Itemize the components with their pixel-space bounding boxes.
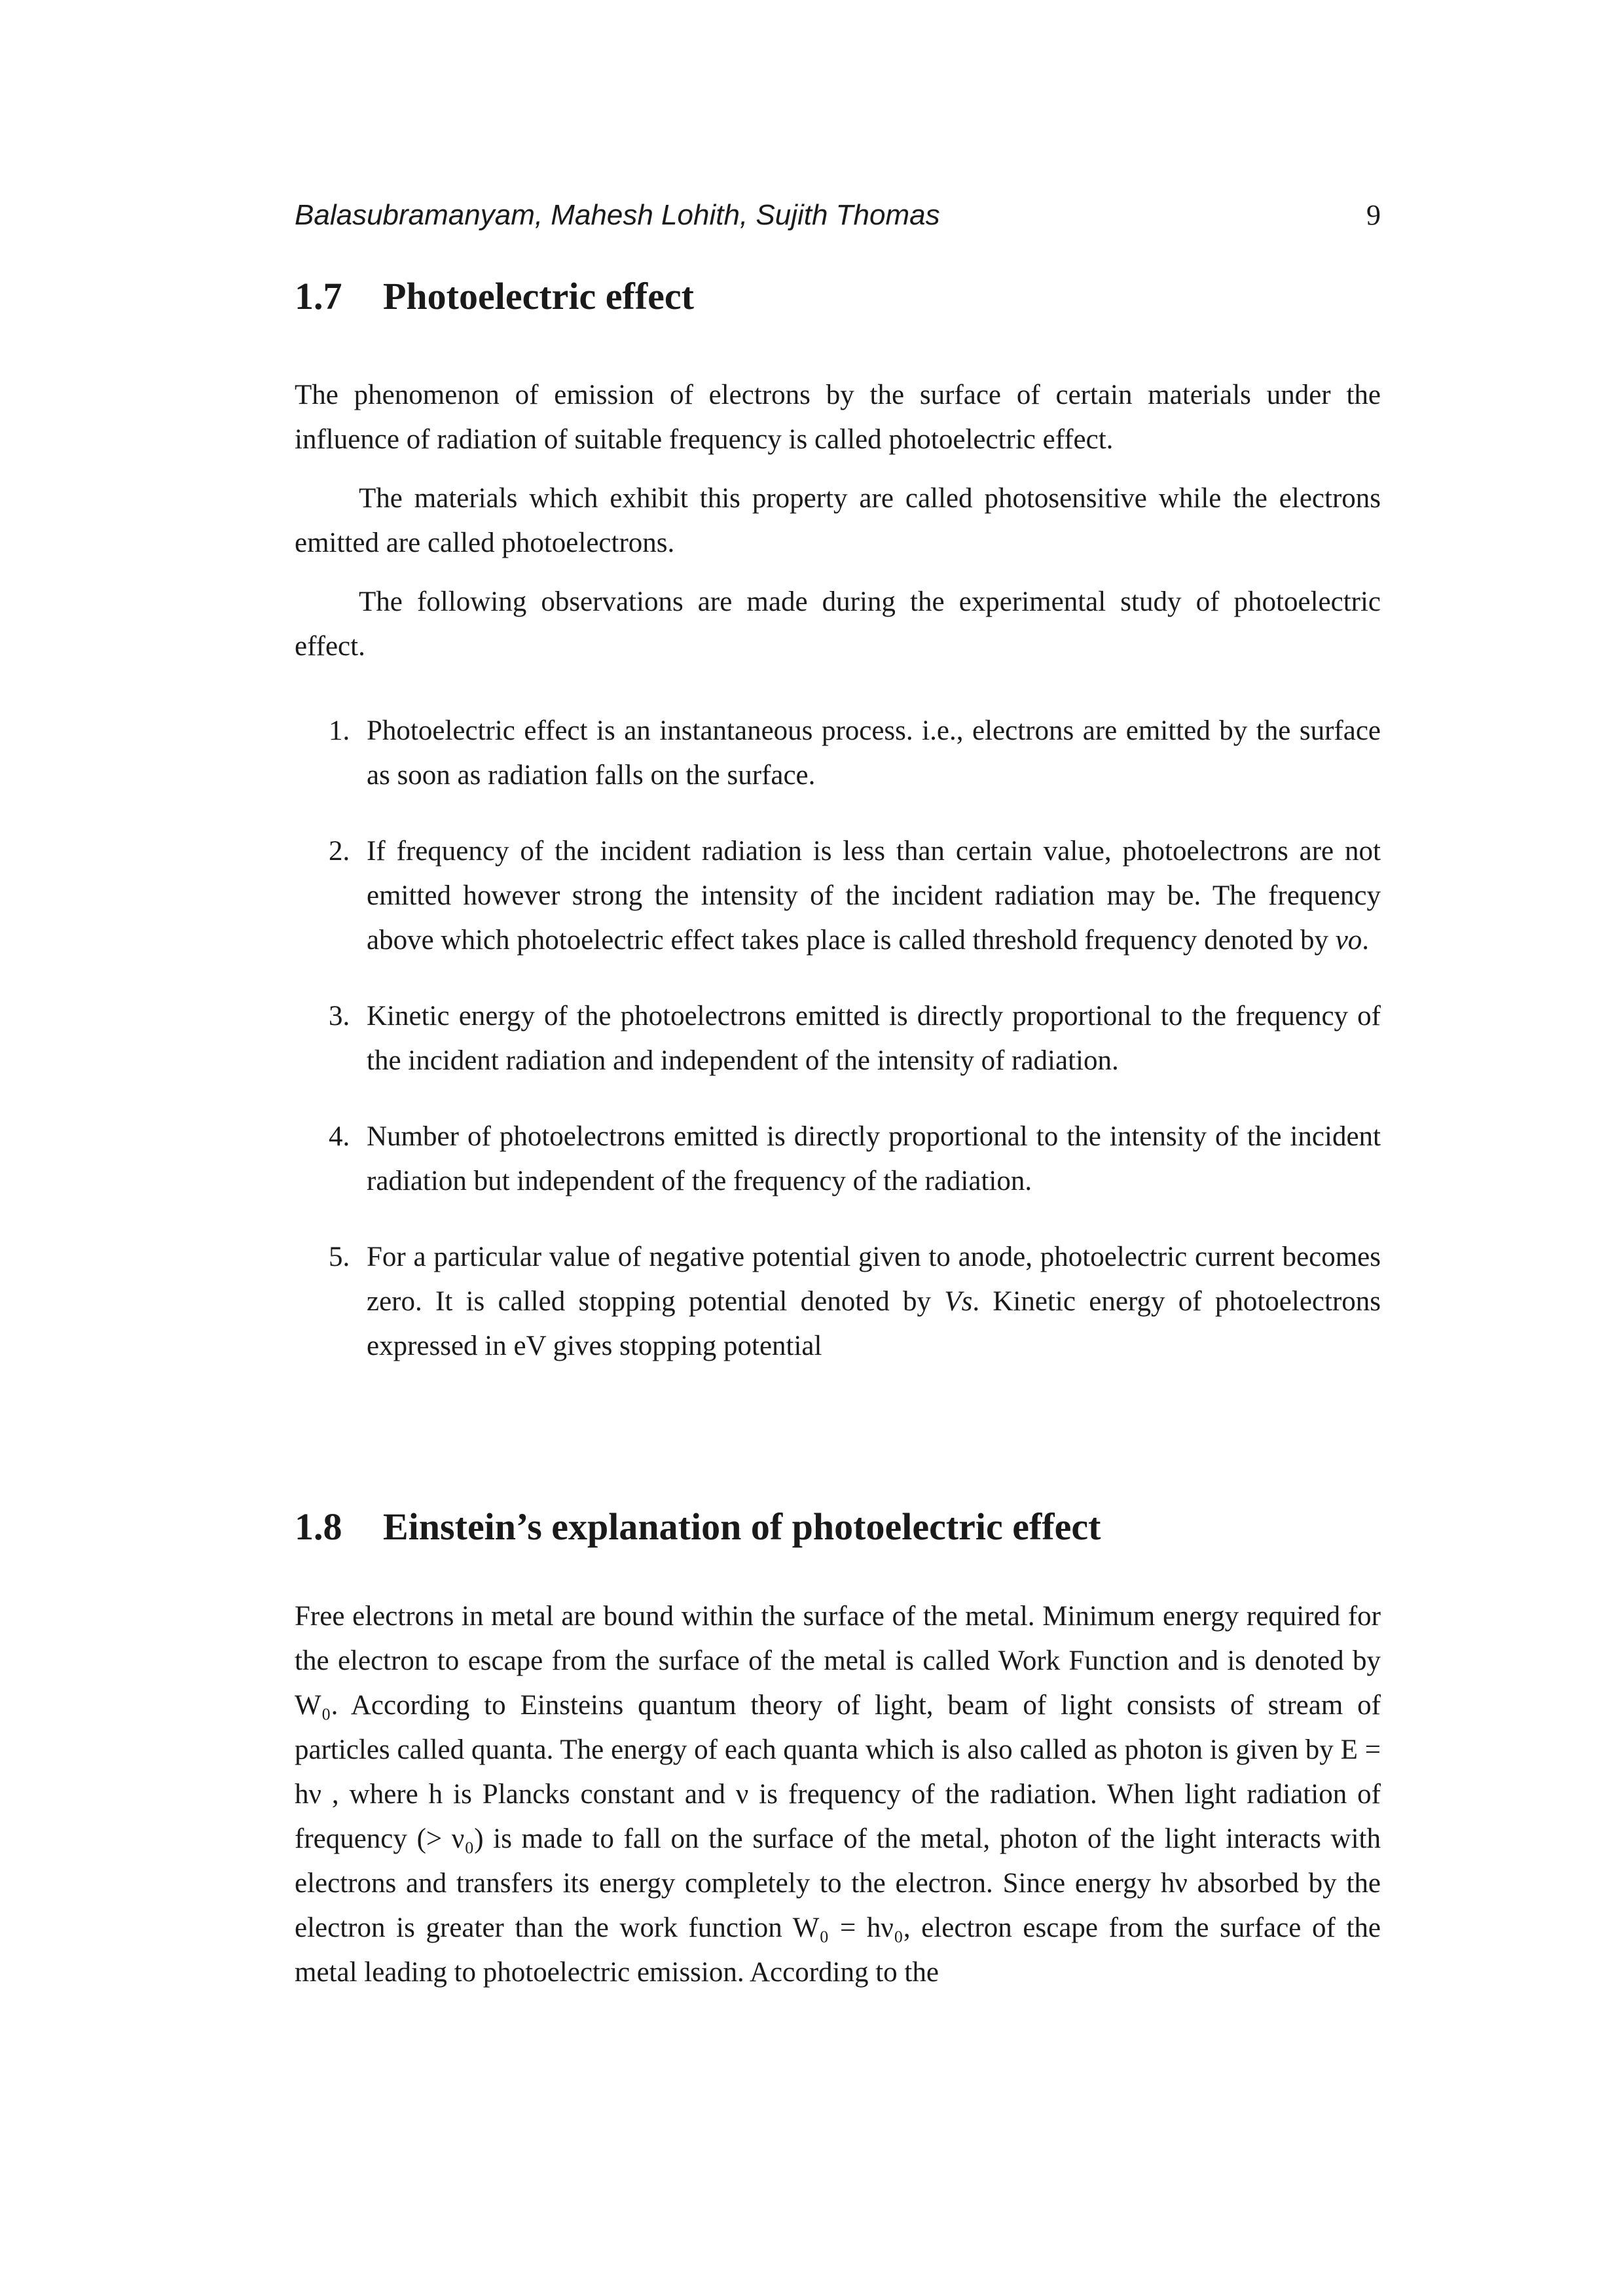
- list-item: [295, 709, 1381, 798]
- paragraph: Free electrons in metal are bound within the surface of the metal. Minimum energy required for the electron to escape from the surface of the metal is called Work Function and is denoted by W₀. According to Einsteins quantum theory of light, beam of light consists of stream of particles called quanta. The energy of each quanta which is also called as photon is given by E = hν , where h is Plancks constant and ν is frequency of the radiation. When light radiation of frequency (> ν₀) is made to fall on the surface of the metal, photon of the light interacts with electrons and transfers its energy completely to the electron. Since energy hν absorbed by the electron is greater than the work function W₀ = hν₀, electron escape from the surface of the metal leading to photoelectric emission. According to the: [295, 1601, 1381, 1988]
- list-item-text: Kinetic energy of the photoelectrons emitted is directly proportional to the frequency of the incident radiation and independent of the intensity of radiation.: [367, 1001, 1381, 1076]
- section-title: Photoelectric effect: [383, 275, 694, 317]
- section-number: 1.7: [295, 275, 342, 317]
- list-item: [295, 1115, 1381, 1204]
- running-header: [295, 198, 1381, 232]
- page-number: 9: [1366, 199, 1381, 231]
- list-item: [295, 829, 1381, 963]
- list-marker: 2.: [329, 836, 350, 867]
- paragraph: The materials which exhibit this property are called photosensitive while the electrons emitted are called photoelectrons.: [295, 483, 1381, 558]
- section-1-8-body: [295, 1594, 1381, 1995]
- math-symbol: Vs: [944, 1286, 973, 1317]
- header-authors: Balasubramanyam, Mahesh Lohith, Sujith Thomas: [295, 199, 940, 231]
- section-1-8-heading: [295, 1504, 1101, 1550]
- list-marker: 3.: [329, 1001, 350, 1031]
- list-item-text: Number of photoelectrons emitted is directly proportional to the intensity of the incident radiation but independent of the frequency of the radiation.: [367, 1121, 1381, 1196]
- list-item-text: Photoelectric effect is an instantaneous process. i.e., electrons are emitted by the surface as soon as radiation falls on the surface.: [367, 715, 1381, 791]
- list-item-text: For a particular value of negative potential given to anode, photoelectric current becomes zero. It is called stopping potential denoted by: [367, 1242, 1381, 1317]
- list-item: [295, 994, 1381, 1083]
- list-marker: 5.: [329, 1242, 350, 1272]
- list-item: [295, 1235, 1381, 1369]
- math-symbol: νo: [1335, 925, 1362, 956]
- section-1-7-heading: [295, 274, 694, 319]
- section-number: 1.8: [295, 1505, 342, 1548]
- section-1-7-intro: [295, 373, 1381, 683]
- list-item-text: If frequency of the incident radiation is less than certain value, photoelectrons are not emitted however strong the intensity of the incident radiation may be. The frequency above which photoelectric effect takes place is called threshold frequency denoted by: [367, 836, 1381, 956]
- section-title: Einstein’s explanation of photoelectric effect: [383, 1505, 1101, 1548]
- paragraph: The following observations are made during the experimental study of photoelectric effect.: [295, 586, 1381, 662]
- list-item-text-end: .: [1362, 925, 1370, 956]
- list-marker: 4.: [329, 1121, 350, 1152]
- list-item-text-end: . Kinetic energy of photoelectrons expressed in eV gives stopping potential: [367, 1286, 1381, 1361]
- observations-list: [295, 709, 1381, 1400]
- list-marker: 1.: [329, 715, 350, 746]
- paragraph: The phenomenon of emission of electrons by the surface of certain materials under the influence of radiation of suitable frequency is called photoelectric effect.: [295, 380, 1381, 455]
